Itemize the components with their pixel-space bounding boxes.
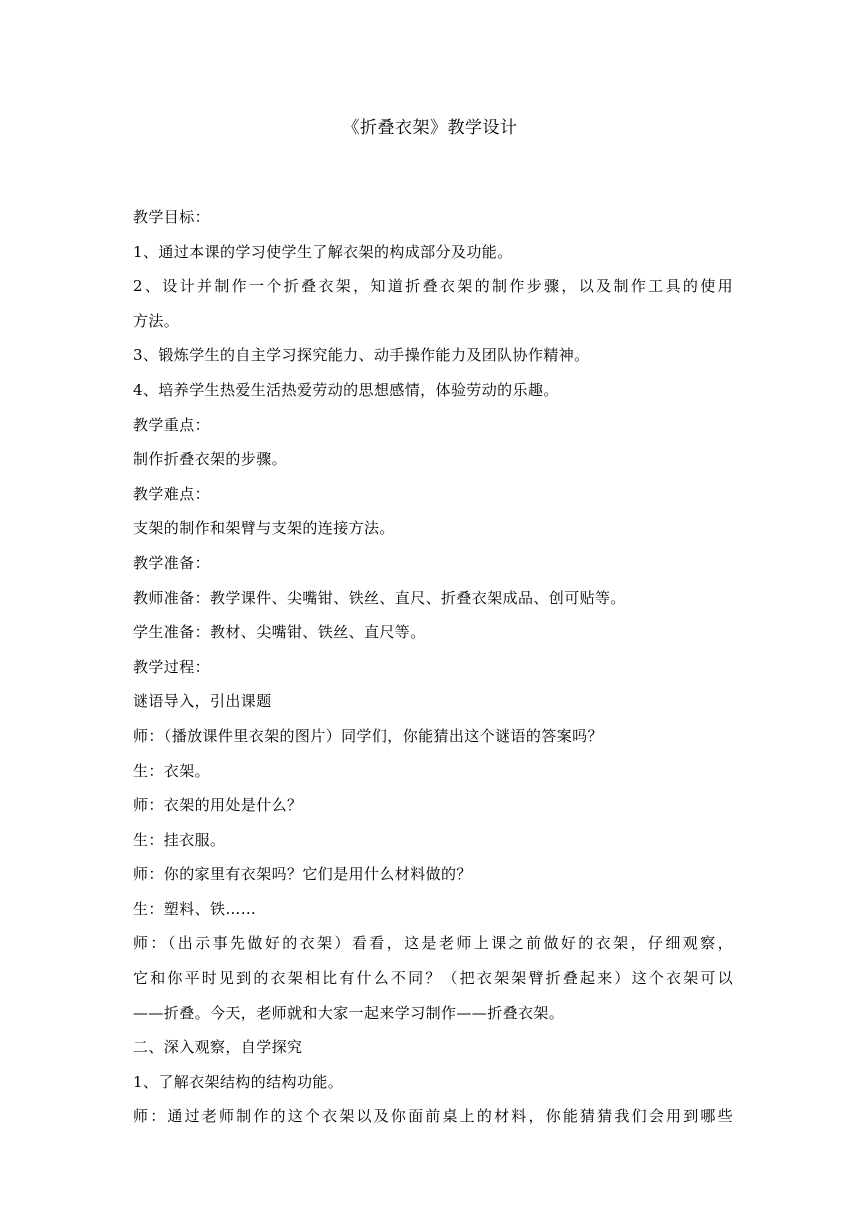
text-line: 教学准备： (133, 553, 211, 572)
text-line: 师：（播放课件里衣架的图片）同学们，你能猜出这个谜语的答案吗？ (133, 726, 603, 745)
text-line: 教学过程： (133, 657, 211, 676)
text-line: ——折叠。今天，老师就和大家一起来学习制作——折叠衣架。 (133, 1003, 565, 1022)
text-line: 方法。 (133, 311, 180, 330)
text-line: 二、深入观察，自学探究 (133, 1038, 303, 1057)
text-line: 生：衣架。 (133, 761, 211, 780)
text-line: 教学目标： (133, 208, 211, 226)
text-line: 1、通过本课的学习使学生了解衣架的构成部分及功能。 (133, 242, 513, 261)
text-line: 谜语导入，引出课题 (133, 692, 272, 711)
document-body (133, 200, 733, 1134)
text-line: 制作折叠衣架的步骤。 (133, 450, 288, 469)
text-line: 生：挂衣服。 (133, 830, 226, 849)
text-line: 师：通过老师制作的这个衣架以及你面前桌上的材料，你能猜猜我们会用到哪些 (133, 1107, 733, 1126)
text-line: 它和你平时见到的衣架相比有什么不同？（把衣架架臂折叠起来）这个衣架可以 (133, 969, 733, 988)
text-line: 师：（出示事先做好的衣架）看看，这是老师上课之前做好的衣架，仔细观察， (133, 934, 733, 953)
text-line: 教学重点： (133, 415, 211, 434)
text-line: 师：你的家里有衣架吗？它们是用什么材料做的？ (133, 865, 472, 884)
text-line: 教学难点： (133, 484, 211, 503)
text-line: 1、了解衣架结构的结构功能。 (133, 1072, 344, 1091)
text-line: 4、培养学生热爱生活热爱劳动的思想感情，体验劳动的乐趣。 (133, 380, 559, 399)
text-line: 师：衣架的用处是什么？ (133, 796, 303, 815)
text-line: 2、设计并制作一个折叠衣架，知道折叠衣架的制作步骤，以及制作工具的使用 (133, 277, 733, 296)
text-line: 生：塑料、铁…… (133, 899, 257, 918)
text-line: 3、锻炼学生的自主学习探究能力、动手操作能力及团队协作精神。 (133, 346, 590, 365)
text-line: 学生准备：教材、尖嘴钳、铁丝、直尺等。 (133, 623, 426, 642)
document-title: 《折叠衣架》教学设计 (342, 118, 518, 138)
text-line: 支架的制作和架臂与支架的连接方法。 (133, 519, 395, 538)
text-line: 教师准备：教学课件、尖嘴钳、铁丝、直尺、折叠衣架成品、创可贴等。 (133, 588, 626, 607)
